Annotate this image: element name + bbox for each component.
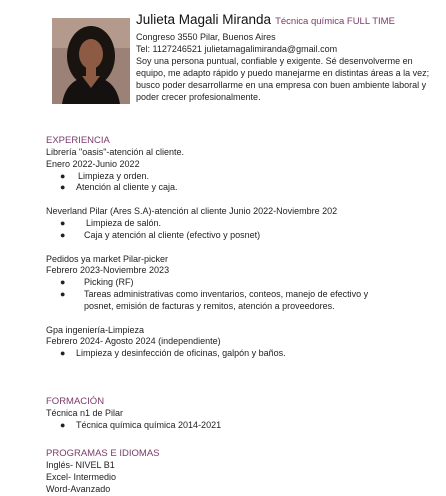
list-item: ● Limpieza de salón. — [60, 217, 162, 228]
list-item: ● Caja y atención al cliente (efectivo y posnet) — [60, 229, 261, 240]
job-dates: Enero 2022-Junio 2022 — [46, 158, 140, 169]
section-title: PROGRAMAS E IDIOMAS — [46, 448, 160, 459]
list-item: ● Técnica química química 2014-2021 — [60, 419, 222, 430]
profile-photo — [52, 18, 130, 104]
skill-item: Word-Avanzado — [46, 483, 111, 494]
list-item: ● Tareas administrativas como inventarios, conteos, manejo de efectivo y posnet, emisión de facturas y remitos, atención a proveedores. — [60, 288, 369, 311]
contact-info: Tel: 1127246521 julietamagalimiranda@gmail.com — [136, 43, 338, 54]
experience-section — [46, 135, 436, 360]
job-title-line: Librería "oasis"-atención al cliente. — [46, 147, 184, 157]
job-title: Técnica química FULL TIME — [275, 16, 395, 27]
list-item: ● Picking (RF) — [60, 277, 134, 288]
skill-item: Inglés- NIVEL B1 — [46, 460, 115, 470]
skill-item: Excel- Intermedio — [46, 471, 117, 482]
list-item: ● Limpieza y desinfección de oficinas, galpón y baños. — [60, 348, 286, 359]
school-name: Técnica n1 de Pilar — [46, 408, 124, 418]
list-item: ● Limpieza y orden. — [60, 170, 150, 181]
job-dates: Febrero 2023-Noviembre 2023 — [46, 265, 170, 276]
profile-summary: Soy una persona puntual, confiable y exigente. Sé desenvolverme en equipo, me adapto rápido y puedo manejarme en distintas áreas a la vez; busco poder desarrollarme en una empresa con buen ambiente laboral y poder crecer profesionalmente. — [136, 56, 430, 102]
job-title-line: Pedidos ya market Pilar-picker — [46, 253, 169, 264]
name-line — [136, 12, 441, 30]
job-dates: Febrero 2024- Agosto 2024 (independiente) — [46, 336, 221, 347]
skills-section — [46, 448, 436, 495]
full-name: Julieta Magali Miranda — [136, 12, 272, 27]
list-item: ● Atención al cliente y caja. — [60, 182, 178, 193]
section-title: FORMACIÓN — [46, 396, 105, 407]
job-title-line: Neverland Pilar (Ares S.A)-atención al cliente Junio 2022-Noviembre 202 — [46, 206, 338, 217]
header — [136, 12, 441, 103]
address: Congreso 3550 Pilar, Buenos Aires — [136, 32, 276, 42]
job-title-line: Gpa ingeniería-Limpieza — [46, 324, 145, 335]
education-section — [46, 396, 436, 432]
section-title: EXPERIENCIA — [46, 135, 110, 146]
